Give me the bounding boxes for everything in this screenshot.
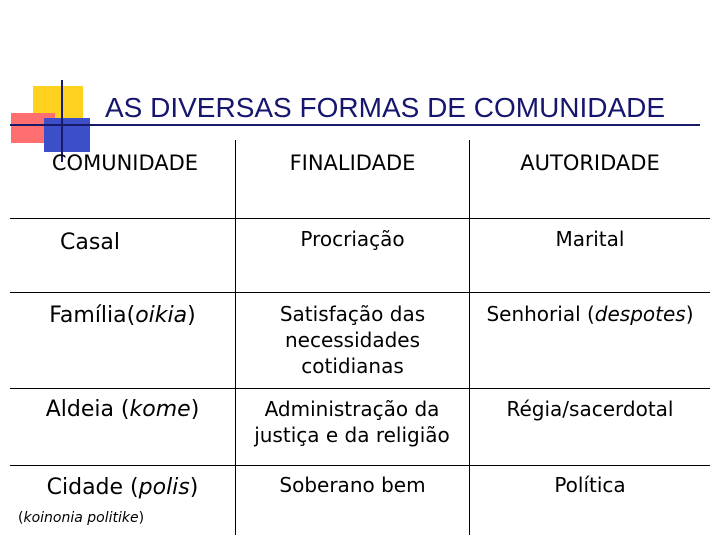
header-autoridade: AUTORIDADE [520, 151, 660, 175]
row-divider [10, 465, 710, 466]
row1-authority: Marital [555, 227, 625, 251]
header-comunidade: COMUNIDADE [51, 151, 199, 175]
slide-title: AS DIVERSAS FORMAS DE COMUNIDADE [105, 92, 666, 123]
row2-purpose: Satisfação das necessidades cotidianas [279, 302, 426, 378]
community-table [10, 140, 710, 535]
row3-community: Aldeia (kome) [45, 397, 200, 422]
row2-authority: Senhorial (despotes) [486, 302, 694, 326]
row4-purpose: Soberano bem [279, 473, 426, 497]
row-divider [10, 218, 710, 219]
row-divider [10, 292, 710, 293]
decor-horizontal-line [10, 124, 700, 126]
row4-community: Cidade (polis) [46, 475, 199, 500]
row3-authority: Régia/sacerdotal [506, 397, 674, 421]
row4-authority: Política [554, 473, 626, 497]
row2-community: Família(oikia) [49, 303, 196, 328]
row3-purpose: Administração da justiça e da religião [254, 397, 450, 447]
row1-purpose: Procriação [300, 227, 405, 251]
header-finalidade: FINALIDADE [289, 151, 416, 175]
row-divider [10, 388, 710, 389]
row1-community: Casal [60, 230, 120, 255]
row4-community-note: (koinonia politike) [18, 510, 145, 526]
